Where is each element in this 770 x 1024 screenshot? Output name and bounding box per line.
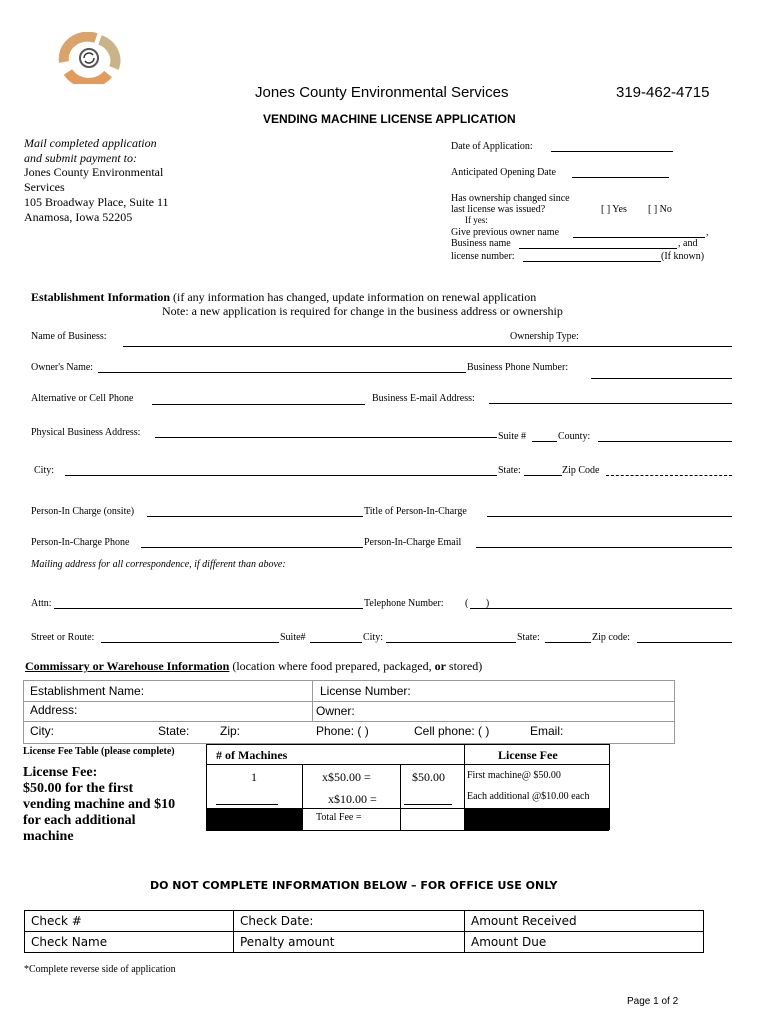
row2-count-field[interactable] xyxy=(216,804,278,805)
pic-field[interactable] xyxy=(147,516,363,517)
pic-title-field[interactable] xyxy=(487,516,732,517)
commissary-cell[interactable]: Cell phone: ( ) xyxy=(414,724,490,738)
total-fee-label: Total Fee = xyxy=(316,812,362,823)
establishment-heading-note: (if any information has changed, update information on renewal application xyxy=(170,290,537,304)
date-of-application-label: Date of Application: xyxy=(451,141,533,152)
row2-multiplier: x$10.00 = xyxy=(328,792,377,806)
org-phone: 319-462-4715 xyxy=(616,84,710,101)
office-amount-due: Amount Due xyxy=(465,932,704,953)
commissary-address[interactable]: Address: xyxy=(30,703,78,717)
recycle-arrows-icon xyxy=(56,32,122,84)
row1-amount: $50.00 xyxy=(412,770,445,784)
mailing-state-field[interactable] xyxy=(545,642,591,643)
mail-line-6: Anamosa, Iowa 52205 xyxy=(24,209,133,224)
fee-big-text xyxy=(23,765,175,845)
establishment-heading xyxy=(31,290,536,305)
alt-phone-label: Alternative or Cell Phone xyxy=(31,393,134,404)
alt-phone-field[interactable] xyxy=(152,404,365,405)
business-name-label: Business name xyxy=(451,238,511,249)
pic-title-label: Title of Person-In-Charge xyxy=(364,506,467,517)
street-field[interactable] xyxy=(101,642,279,643)
county-field[interactable] xyxy=(598,441,732,442)
commissary-zip[interactable]: Zip: xyxy=(220,724,241,738)
physical-address-label: Physical Business Address: xyxy=(31,427,141,438)
mail-line-3: Jones County Environmental xyxy=(24,165,164,180)
form-title: VENDING MACHINE LICENSE APPLICATION xyxy=(263,112,516,126)
telephone-paren: ( ) xyxy=(465,598,490,609)
zip-code-field[interactable] xyxy=(606,475,732,476)
mailing-city-label: City: xyxy=(363,632,384,643)
state-label: State: xyxy=(498,465,521,476)
owners-name-field[interactable] xyxy=(98,372,466,373)
ownership-question-2: last license was issued? xyxy=(451,204,546,215)
mail-line-5: 105 Broadway Place, Suite 11 xyxy=(24,194,169,209)
suite-label: Suite # xyxy=(498,431,527,442)
commissary-heading xyxy=(25,659,482,674)
office-penalty-amount: Penalty amount xyxy=(234,932,465,953)
row1-description: First machine@ $50.00 xyxy=(467,770,561,781)
opening-date-field[interactable] xyxy=(572,177,669,178)
attn-label: Attn: xyxy=(31,598,52,609)
license-number-label: license number: xyxy=(451,251,515,262)
commissary-license-number[interactable]: License Number: xyxy=(320,684,411,698)
county-label: County: xyxy=(558,431,591,442)
mailing-zip-field[interactable] xyxy=(637,642,732,643)
mailing-state-label: State: xyxy=(517,632,540,643)
mailing-note: Mailing address for all correspondence, if different than above: xyxy=(31,559,286,570)
commissary-state[interactable]: State: xyxy=(158,724,190,738)
previous-owner-end: , xyxy=(706,227,709,238)
license-number-field[interactable] xyxy=(523,261,661,262)
page-number: Page 1 of 2 xyxy=(627,996,679,1007)
machines-header: # of Machines xyxy=(216,748,288,762)
row1-count: 1 xyxy=(251,770,257,784)
office-check-number: Check # xyxy=(25,911,234,932)
business-phone-label: Business Phone Number: xyxy=(467,362,569,373)
fee-blackout-left xyxy=(206,808,302,830)
name-of-business-label: Name of Business: xyxy=(31,331,107,342)
ownership-no-checkbox[interactable]: [ ] No xyxy=(648,204,672,215)
office-check-date: Check Date: xyxy=(234,911,465,932)
mailing-zip-label: Zip code: xyxy=(592,632,631,643)
business-name-end: , and xyxy=(678,238,698,249)
commissary-note-a: (location where food prepared, packaged, xyxy=(229,659,435,673)
pic-phone-label: Person-In-Charge Phone xyxy=(31,537,130,548)
telephone-label: Telephone Number: xyxy=(364,598,444,609)
mailing-city-field[interactable] xyxy=(386,642,516,643)
opening-date-label: Anticipated Opening Date xyxy=(451,167,556,178)
recycle-logo xyxy=(56,32,122,84)
name-of-business-field[interactable] xyxy=(123,346,732,347)
office-row-1 xyxy=(25,911,704,932)
if-yes-label: If yes: xyxy=(465,215,488,225)
commissary-est-name[interactable]: Establishment Name: xyxy=(30,684,145,698)
fee-big-line-5: machine xyxy=(23,829,74,844)
business-name-field[interactable] xyxy=(519,248,677,249)
business-phone-field[interactable] xyxy=(591,378,732,379)
date-of-application-field[interactable] xyxy=(551,151,673,152)
street-label: Street or Route: xyxy=(31,632,95,643)
commissary-email[interactable]: Email: xyxy=(530,724,564,738)
fee-big-line-2: $50.00 for the first xyxy=(23,781,134,796)
fee-table xyxy=(206,744,609,830)
city-label: City: xyxy=(34,465,55,476)
commissary-owner[interactable]: Owner: xyxy=(316,704,355,718)
owners-name-label: Owner's Name: xyxy=(31,362,94,373)
office-heading: DO NOT COMPLETE INFORMATION BELOW – FOR OFFICE USE ONLY xyxy=(150,879,558,892)
mail-line-1: Mail completed application xyxy=(24,136,157,150)
footer-note: *Complete reverse side of application xyxy=(24,964,176,975)
row1-multiplier: x$50.00 = xyxy=(322,770,371,784)
suite-field[interactable] xyxy=(532,441,557,442)
fee-big-line-4: for each additional xyxy=(23,813,136,828)
office-table xyxy=(24,910,704,953)
ownership-yes-checkbox[interactable]: [ ] Yes xyxy=(601,204,627,215)
office-amount-received: Amount Received xyxy=(465,911,704,932)
row2-description: Each additional @$10.00 each xyxy=(467,791,590,802)
establishment-title: Establishment Information xyxy=(31,290,171,304)
establishment-note: Note: a new application is required for change in the business address or ownership xyxy=(162,304,563,318)
pic-email-field[interactable] xyxy=(476,547,732,548)
attn-field[interactable] xyxy=(54,608,363,609)
mail-line-4: Services xyxy=(24,180,65,195)
previous-owner-label: Give previous owner name xyxy=(451,227,560,238)
commissary-note-or: or xyxy=(434,659,446,673)
physical-address-field[interactable] xyxy=(155,437,497,438)
commissary-city[interactable]: City: xyxy=(30,724,54,738)
mailing-suite-field[interactable] xyxy=(310,642,362,643)
org-name: Jones County Environmental Services xyxy=(255,84,509,101)
city-field[interactable] xyxy=(65,475,497,476)
pic-email-label: Person-In-Charge Email xyxy=(364,537,462,548)
commissary-title: Commissary or Warehouse Information xyxy=(25,659,230,673)
business-email-label: Business E-mail Address: xyxy=(372,393,475,404)
fee-big-line-1: License Fee: xyxy=(23,765,98,780)
fee-blackout-right xyxy=(465,808,609,830)
state-field[interactable] xyxy=(524,475,562,476)
mail-block xyxy=(24,136,169,224)
row2-amount-field[interactable] xyxy=(404,804,452,805)
pic-label: Person-In Charge (onsite) xyxy=(31,506,135,517)
pic-phone-field[interactable] xyxy=(141,547,363,548)
ownership-question-1: Has ownership changed since xyxy=(451,193,570,204)
mailing-suite-label: Suite# xyxy=(280,632,306,643)
zip-code-label: Zip Code xyxy=(562,465,600,476)
license-fee-header: License Fee xyxy=(498,748,558,762)
commissary-box xyxy=(23,680,675,744)
ownership-type-label: Ownership Type: xyxy=(510,331,579,342)
mail-line-2: and submit payment to: xyxy=(24,150,137,165)
business-email-field[interactable] xyxy=(489,403,732,404)
telephone-field[interactable] xyxy=(470,608,732,609)
office-row-2 xyxy=(25,932,704,953)
fee-big-line-3: vending machine and $10 xyxy=(23,797,176,812)
office-check-name: Check Name xyxy=(25,932,234,953)
commissary-note-b: stored) xyxy=(445,659,483,673)
license-number-end: (If known) xyxy=(661,251,705,262)
commissary-phone[interactable]: Phone: ( ) xyxy=(316,724,369,738)
fee-table-label: License Fee Table (please complete) xyxy=(23,746,175,757)
